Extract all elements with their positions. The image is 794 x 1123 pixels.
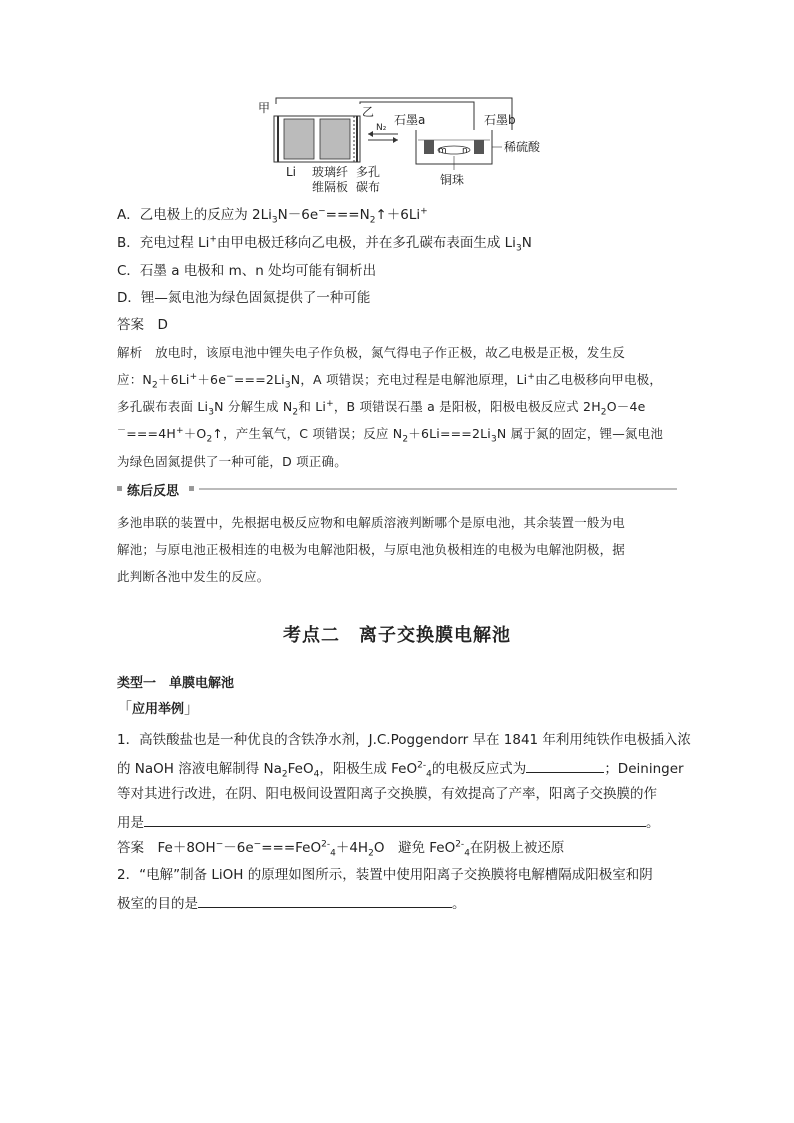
- option-c: C．石墨 a 电极和 m、n 处均可能有铜析出: [117, 263, 377, 279]
- bracket-icon: 「: [117, 699, 133, 717]
- label-glass-fiber: 玻璃纤: [312, 165, 349, 179]
- label-dilute-acid: 稀硫酸: [504, 140, 541, 154]
- analysis-line-2: 应：$N_2+6Li^++6e^-===2Li_3N$，A 项错误；充电过程是电解池原理，Li+由乙电极移向甲电极，: [117, 371, 663, 391]
- label-porous: 多孔: [356, 165, 381, 179]
- section-rule: [199, 488, 677, 490]
- q1-line-1: 1．高铁酸盐也是一种优良的含铁净水剂，J.C.Poggendorr 早在 1841 年利用纯铁作电极插入浓: [117, 732, 691, 748]
- q1-line-2: 的 NaOH 溶液电解制得 $Na_2FeO_4$，阳极生成 FeO$^{2-}_4$的电极反应式为 ；Deininger: [117, 758, 684, 778]
- battery-electrolysis-diagram: [256, 94, 546, 199]
- answer-1: 答案 D: [117, 317, 168, 333]
- q2-line-1: 2．“电解”制备 LiOH 的原理如图所示，装置中使用阳离子交换膜将电解槽隔成阳极室和阴: [117, 867, 653, 883]
- section-marker-icon: [117, 486, 122, 491]
- analysis-line-4: $^-===4H^++O_2↑$，产生氧气，C 项错误；反应 $N_2+6Li===2Li_3N$ 属于氮的固定，锂—氮电池: [117, 425, 664, 445]
- analysis-line-3: 多孔碳布表面 $Li_3N$ 分解生成 $N_2$和 Li+，B 项错误石墨 a 是阳极，阳极电极反应式 $2H_2O-4e$: [117, 398, 646, 418]
- apparatus-figure: [256, 94, 546, 199]
- option-d: D．锂—氮电池为绿色固氮提供了一种可能: [117, 290, 371, 306]
- label-graphite-b: 石墨b: [484, 113, 516, 127]
- reflection-line-3: 此判断各池中发生的反应。: [117, 569, 270, 584]
- label-n2: N₂: [376, 123, 387, 133]
- label-graphite-a: 石墨a: [394, 113, 426, 127]
- section-heading: 考点二 离子交换膜电解池: [283, 625, 511, 646]
- label-m: m: [438, 146, 447, 156]
- answer-blank[interactable]: [526, 758, 604, 773]
- label-n: n: [462, 146, 468, 156]
- answer-blank[interactable]: [198, 893, 452, 908]
- graphite-b: [474, 140, 484, 154]
- answer-blank[interactable]: [144, 812, 646, 827]
- label-copper-bead: 铜珠: [440, 173, 465, 187]
- analysis-line-5: 为绿色固氮提供了一种可能，D 项正确。: [117, 454, 347, 469]
- q2-line-2: 极室的目的是 。: [117, 893, 466, 913]
- bracket-icon: 」: [184, 699, 200, 717]
- analysis-line-1: 解析 放电时，该原电池中锂失电子作负极，氮气得电子作正极，故乙电极是正极，发生反: [117, 345, 626, 360]
- type-heading: 类型一 单膜电解池: [117, 676, 235, 691]
- reflection-header: [117, 480, 677, 500]
- label-jia: 甲: [258, 101, 271, 115]
- answer-2: 答案 $Fe+8OH^--6e^-===FeO^{2-}_4+4H_2O$ 避免 FeO$^{2-}_4$在阴极上被还原: [117, 839, 565, 859]
- q1-line-3: 等对其进行改进，在阴、阳电极间设置阳离子交换膜，有效提高了产率，阳离子交换膜的作: [117, 786, 657, 802]
- graphite-a: [424, 140, 434, 154]
- label-li: Li: [286, 165, 297, 179]
- reflection-title: 练后反思: [127, 484, 180, 499]
- glass-fiber-separator: [320, 119, 350, 159]
- label-yi: 乙: [362, 105, 375, 119]
- example-heading: 「应用举例」: [117, 699, 200, 717]
- q1-line-4: 用是 。: [117, 812, 660, 832]
- reflection-line-1: 多池串联的装置中，先根据电极反应物和电解质溶液判断哪个是原电池，其余装置一般为电: [117, 515, 626, 530]
- label-separator: 维隔板: [312, 180, 349, 194]
- label-carbon-cloth: 碳布: [356, 180, 381, 194]
- option-a: A．乙电极上的反应为 $2Li_3N-6e^-===N_2↑+6Li^+$: [117, 206, 428, 226]
- li-layer: [284, 119, 314, 159]
- section-marker-icon: [189, 486, 194, 491]
- option-b: B．充电过程 Li+由甲电极迁移向乙电极，并在多孔碳布表面生成 $Li_3N$: [117, 234, 532, 254]
- reflection-line-2: 解池；与原电池正极相连的电极为电解池阳极，与原电池负极相连的电极为电解池阴极，据: [117, 542, 626, 557]
